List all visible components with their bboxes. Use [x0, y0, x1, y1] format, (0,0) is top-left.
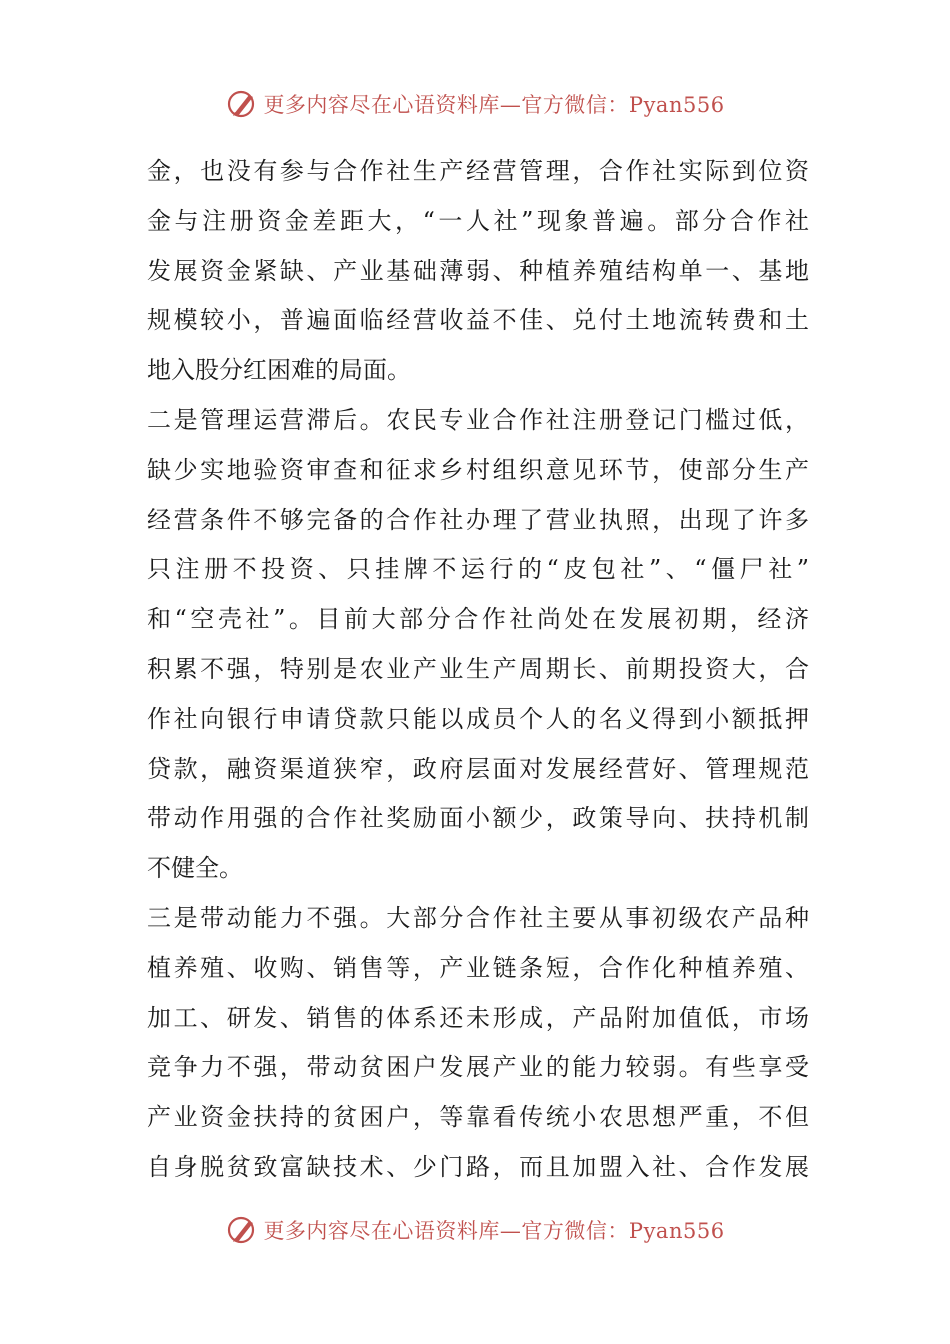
header-banner	[0, 86, 950, 122]
text-line: 缺少实地验资审查和征求乡村组织意见环节，使部分生产	[147, 455, 809, 484]
text-line: 不健全。	[147, 854, 243, 883]
text-line: 只注册不投资、只挂牌不运行的“皮包社”、“僵尸社”	[147, 555, 809, 584]
footer-banner-text: 更多内容尽在心语资料库—官方微信：Pyan556	[263, 1219, 725, 1243]
text-line: 作社向银行申请贷款只能以成员个人的名义得到小额抵押	[147, 704, 809, 733]
text-line: 自身脱贫致富缺技术、少门路，而且加盟入社、合作发展	[147, 1152, 809, 1181]
text-line: 金，也没有参与合作社生产经营管理，合作社实际到位资	[147, 157, 809, 185]
text-line: 二是管理运营滞后。农民专业合作社注册登记门槛过低，	[147, 405, 809, 434]
text-line: 植养殖、收购、销售等，产业链条短，合作化种植养殖、	[147, 953, 809, 982]
text-line: 地入股分红困难的局面。	[147, 356, 411, 385]
text-line: 贷款，融资渠道狭窄，政府层面对发展经营好、管理规范	[147, 754, 809, 783]
text-line: 积累不强，特别是农业产业生产周期长、前期投资大，合	[147, 654, 809, 683]
text-line: 发展资金紧缺、产业基础薄弱、种植养殖结构单一、基地	[147, 256, 809, 285]
pen-in-circle-icon	[225, 1213, 259, 1247]
text-line: 产业资金扶持的贫困户，等靠看传统小农思想严重，不但	[147, 1103, 809, 1132]
text-line: 经营条件不够完备的合作社办理了营业执照，出现了许多	[147, 505, 809, 534]
text-line: 三是带动能力不强。大部分合作社主要从事初级农产品种	[147, 903, 809, 932]
pen-in-circle-icon	[225, 87, 259, 121]
text-line: 和“空壳社”。目前大部分合作社尚处在发展初期，经济	[147, 605, 809, 634]
header-banner-text: 更多内容尽在心语资料库—官方微信：Pyan556	[263, 93, 725, 117]
text-line: 竞争力不强，带动贫困户发展产业的能力较弱。有些享受	[147, 1053, 809, 1082]
document-body	[147, 147, 809, 1193]
text-line: 加工、研发、销售的体系还未形成，产品附加值低，市场	[147, 1003, 809, 1032]
text-line: 金与注册资金差距大，“一人社”现象普遍。部分合作社	[147, 206, 809, 235]
text-line: 规模较小，普遍面临经营收益不佳、兑付土地流转费和土	[147, 306, 809, 335]
footer-banner	[0, 1212, 950, 1248]
text-line: 带动作用强的合作社奖励面小额少，政策导向、扶持机制	[147, 804, 809, 833]
